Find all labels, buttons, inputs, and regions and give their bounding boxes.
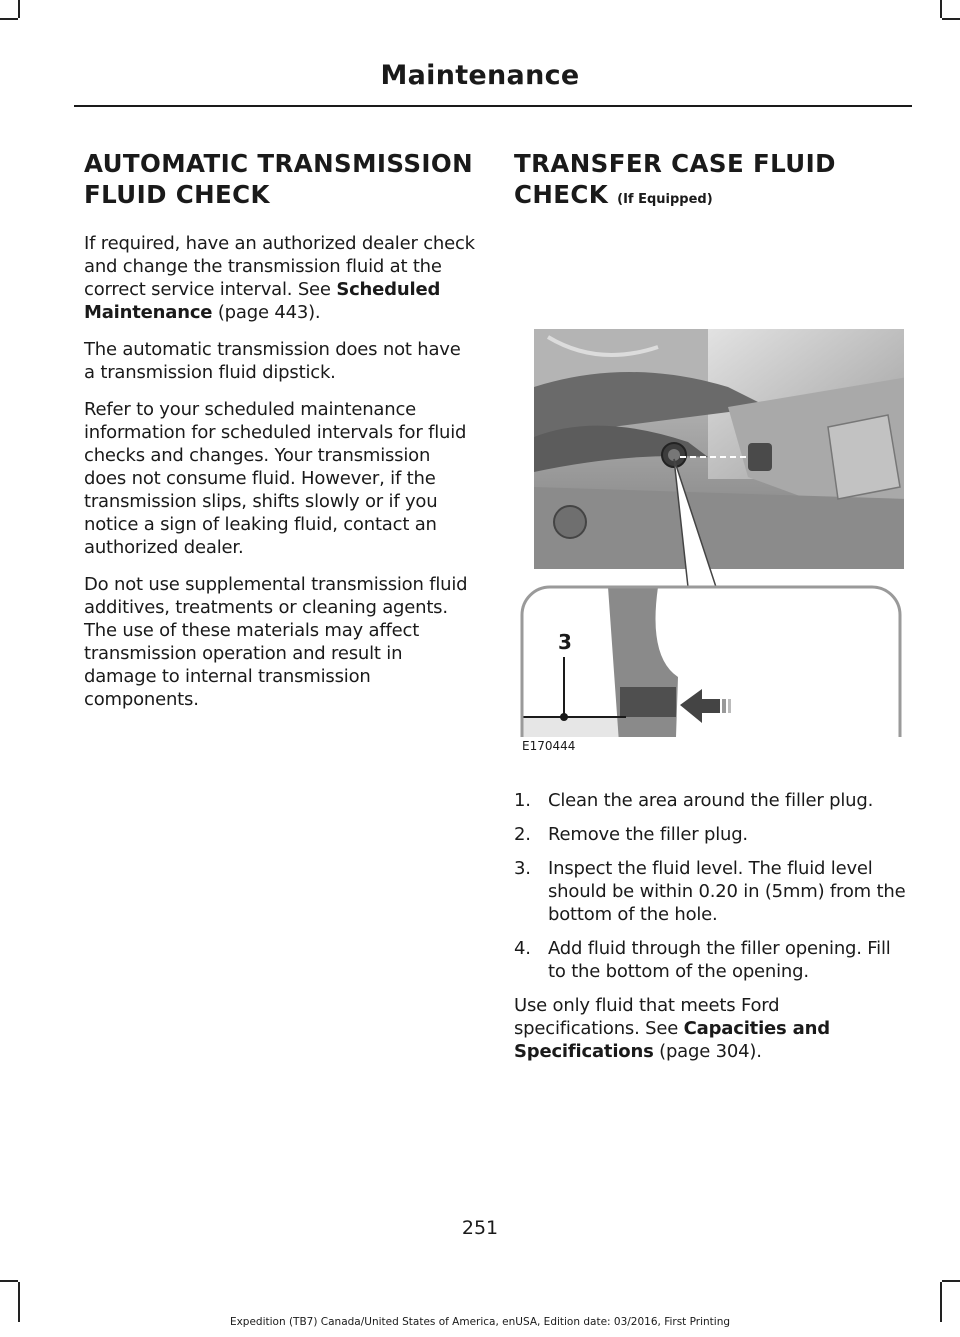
paragraph: Refer to your scheduled maintenance information for scheduled intervals for fluid checks and changes. Your transmission does not consume fluid. However, if the transmission slips, shifts slowly or if you notice a sign of leaking fluid, contact an authorized dealer. [84, 399, 467, 558]
if-equipped-qualifier: (If Equipped) [617, 192, 713, 207]
right-column [514, 148, 910, 1077]
paragraph: Do not use supplemental transmission fluid additives, treatments or cleaning agents. The use of these materials may affect transmission operation and result in damage to internal transmission components. [84, 574, 468, 710]
paragraph [84, 232, 476, 324]
page-ref: (page 304). [653, 1041, 762, 1062]
step-item [514, 789, 910, 812]
page-ref: (page 443). [212, 302, 321, 323]
crop-mark [942, 1280, 960, 1282]
heading-line-1: AUTOMATIC TRANSMISSION [84, 149, 474, 178]
paragraph-text: If required, have an authorized dealer check and change the transmission fluid at the correct service interval. See [84, 233, 475, 300]
heading-line-2: FLUID CHECK [84, 180, 270, 209]
step-number: 3. [514, 858, 531, 879]
step-item [514, 857, 910, 926]
heading-line-2: CHECK [514, 180, 609, 209]
crop-mark [0, 1280, 18, 1282]
step-text: Remove the filler plug. [548, 824, 748, 845]
step-number: 4. [514, 938, 531, 959]
step-number: 1. [514, 790, 531, 811]
callout-number: 3 [558, 630, 572, 654]
capacities-link[interactable]: Capacities and Specifications [514, 1018, 830, 1062]
zoom-detail [522, 587, 900, 737]
step-item [514, 937, 910, 983]
paragraph: The automatic transmission does not have a transmission fluid dipstick. [84, 339, 461, 383]
crop-mark [18, 0, 20, 18]
header-rule [74, 105, 912, 107]
page-header-title: Maintenance [380, 60, 580, 91]
left-column [84, 148, 476, 725]
crop-mark [942, 18, 960, 20]
paragraph [514, 994, 910, 1063]
scheduled-maintenance-link[interactable]: Scheduled Maintenance [84, 279, 441, 323]
crop-mark [0, 18, 18, 20]
page-number: 251 [461, 1217, 499, 1239]
step-text: Add fluid through the filler opening. Fill to the bottom of the opening. [548, 938, 891, 982]
step-number: 2. [514, 824, 531, 845]
transfer-case-diagram [508, 237, 904, 737]
section-heading-atf [84, 148, 476, 210]
figure-code: E170444 [522, 739, 576, 753]
step-text: Clean the area around the filler plug. [548, 790, 874, 811]
step-item [514, 823, 910, 846]
section-heading-transfer-case [514, 148, 910, 215]
transfer-case-illustration [508, 237, 904, 769]
underbody-photo [534, 329, 904, 569]
crop-mark [940, 0, 942, 18]
heading-line-1: TRANSFER CASE FLUID [514, 149, 836, 178]
step-text: Inspect the fluid level. The fluid level should be within 0.20 in (5mm) from the bottom of the hole. [548, 858, 906, 925]
steps-list [514, 789, 910, 983]
paragraph-text: Use only fluid that meets Ford specifications. See [514, 995, 780, 1039]
footer-text: Expedition (TB7) Canada/United States of America, enUSA, Edition date: 03/2016, First Printing [229, 1316, 731, 1328]
